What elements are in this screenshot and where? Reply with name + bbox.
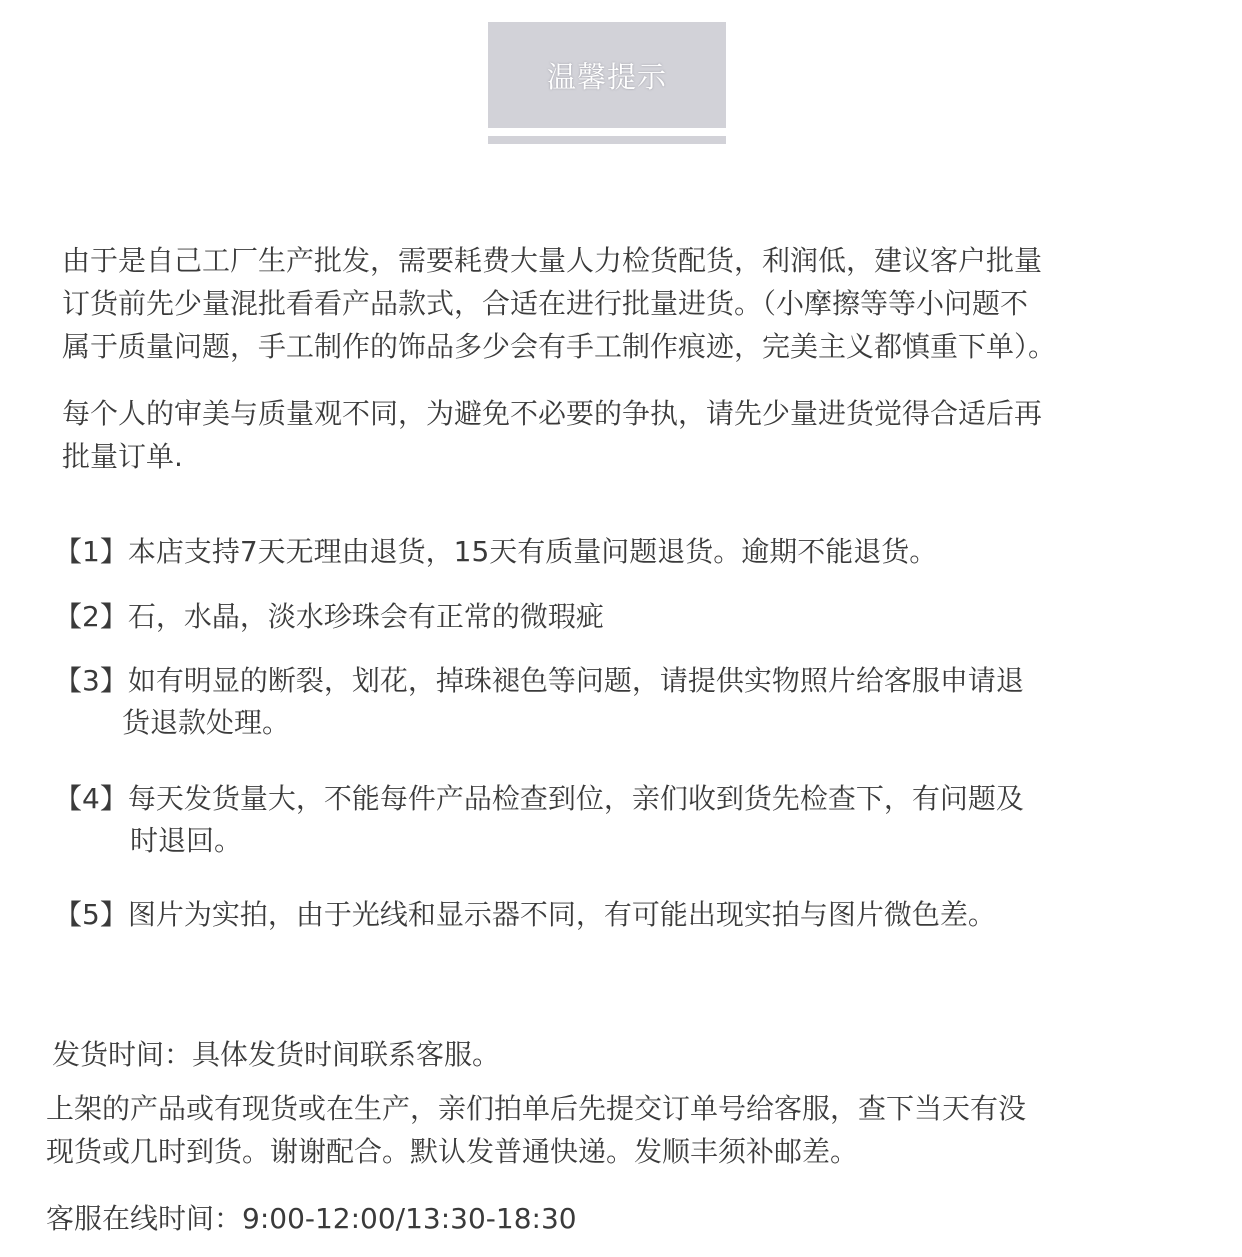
intro-p2-line-2: 批量订单. — [62, 440, 183, 473]
page-title: 温馨提示 — [546, 59, 667, 94]
shipping-note-line-2: 现货或几时到货。谢谢配合。默认发普通快递。发顺丰须补邮差。 — [46, 1135, 859, 1168]
rule-3-line-2: 货退款处理。 — [122, 706, 291, 739]
rule-item-5 — [54, 894, 996, 936]
rule-5-text: 【5】图片为实拍，由于光线和显示器不同，有可能出现实拍与图片微色差。 — [54, 898, 996, 931]
intro-p1-line-2: 订货前先少量混批看看产品款式，合适在进行批量进货。（小摩擦等等小问题不 — [62, 287, 1029, 320]
service-hours — [46, 1197, 577, 1240]
intro-p1-line-3: 属于质量问题，手工制作的饰品多少会有手工制作痕迹，完美主义都慎重下单）。 — [62, 330, 1057, 363]
header-banner — [488, 22, 726, 128]
rule-item-4 — [54, 778, 1024, 862]
rule-4-line-2: 时退回。 — [130, 824, 243, 857]
shipping-note-line-1: 上架的产品或有现货或在生产，亲们拍单后先提交订单号给客服，查下当天有没 — [46, 1092, 1027, 1125]
rule-item-1 — [54, 531, 937, 573]
rule-1-text: 【1】本店支持7天无理由退货，15天有质量问题退货。逾期不能退货。 — [54, 535, 938, 568]
shipping-note — [46, 1087, 1026, 1173]
service-hours-text: 客服在线时间：9:00-12:00/13:30-18:30 — [46, 1202, 577, 1235]
rule-4-line-1: 【4】每天发货量大，不能每件产品检查到位，亲们收到货先检查下，有问题及 — [54, 782, 1024, 815]
rule-2-text: 【2】石，水晶，淡水珍珠会有正常的微瑕疵 — [54, 600, 604, 633]
shipping-time-text: 发货时间：具体发货时间联系客服。 — [52, 1038, 501, 1071]
rule-3-line-1: 【3】如有明显的断裂，划花，掉珠褪色等问题，请提供实物照片给客服申请退 — [54, 664, 1024, 697]
intro-p1-line-1: 由于是自己工厂生产批发，需要耗费大量人力检货配货，利润低，建议客户批量 — [62, 244, 1043, 277]
intro-paragraph-1 — [62, 239, 1056, 368]
intro-p2-line-1: 每个人的审美与质量观不同，为避免不必要的争执，请先少量进货觉得合适后再 — [62, 397, 1043, 430]
rule-item-2 — [54, 596, 604, 638]
header-underline — [488, 136, 726, 144]
shipping-time — [52, 1033, 500, 1076]
intro-paragraph-2 — [62, 392, 1042, 478]
rule-item-3 — [54, 660, 1024, 744]
